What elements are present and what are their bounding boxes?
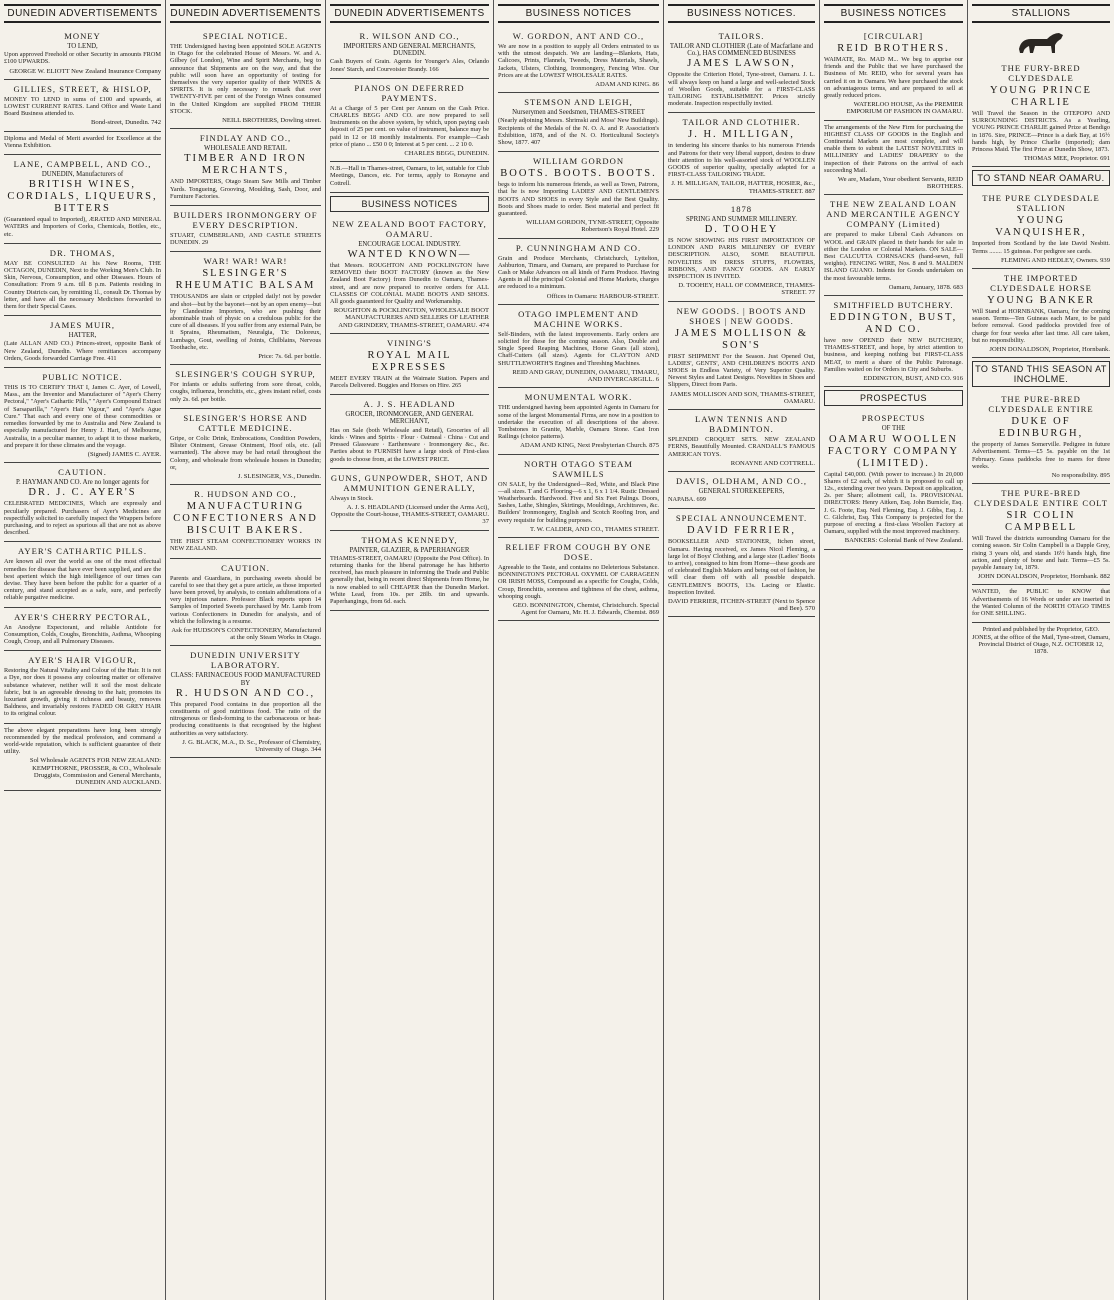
ad-title: TAILOR AND CLOTHIER.: [682, 117, 801, 128]
ad-signature: A. J. S. HEADLAND (Licensed under the Arms Act), Opposite the Court-house, THAMES-STREET, OAMARU. 37: [330, 503, 489, 526]
ad-body: MEET EVERY TRAIN at the Waimate Station. Papers and Parcels Delivered. Buggies and Horses on Hire. 265: [330, 374, 489, 390]
ad-signature: Offices in Oamaru: HARBOUR-STREET.: [546, 292, 659, 300]
advertisement: [668, 410, 815, 472]
ad-title: GUNS, GUNPOWDER, SHOT, AND AMMUNITION GENERALLY,: [330, 472, 489, 493]
ad-body: Diploma and Medal of Merit awarded for Excellence at the Vienna Exhibition.: [4, 134, 161, 149]
ad-headline: DUKE OF EDINBURGH,: [998, 416, 1084, 440]
ad-body: THAMES-STREET, OAMARU (Opposite the Post Office). In returning thanks for the liberal patronage he has hitherto received, has much pleasure in informing the Trade and Public generally that, being in recent direct Shipments from Home, he is now enabled to sell CHEAPER than the Dunedin Market. White Lead, from 10s. per 28lb. tin and upwards. Paperhangings, from 6d. each.: [330, 554, 489, 605]
ad-body: THIS IS TO CERTIFY THAT I, James C. Ayer, of Lowell, Mass., am the Inventor and Manufacturer of "Ayer's Cherry Pectoral," "Ayer's Cathartic Pills," "Ayer's Compound Extract of Sarsaparilla," "Ayer's Hair Vigour," and "Ayer's Ague Cure." That each and every one of these commodities or remedies forwarded by me to Australia and New Zealand is especially manufactured for Henry J. Hart, of Melbourne, Australia, in a peculiar manner, to adapt it to those markets, and prepare it for these climates and the voyage.: [4, 384, 161, 449]
ad-body: Opposite the Criterion Hotel, Tyne-street, Oamaru. J. L. will always keep on hand a large and well-selected Stock of Woollen Goods, suitable for a FIRST-CLASS TAILORING ESTABLISHMENT. Prices strictly moderate. Inspection respectfully invited.: [668, 71, 815, 108]
advertisement: [170, 252, 321, 365]
advertisement: [330, 162, 489, 193]
ad-body: ON SALE, by the Undersigned—Red, White, and Black Pine—all sizes. T and G Flooring—6 x 1, 6 x 1 1/4. Rustic Dressed Weatherboards. Hardwood. Five and Six Feet Palings. Doors, Sashes, Lathe, Shingles, Skirtings, Mouldings, Architraves, &c. Builders' Ironmongery, English and Scotch Roofing Iron, and every requisite for building purposes.: [498, 480, 659, 524]
advertisement: [4, 80, 161, 132]
ad-body: THE undersigned having been appointed Agents in Oamaru for some of the largest Monumental Firms, are now in a position to undertake the execution of all descriptions of the above. Tombstones in Granite, Marble, Oamaru Stone. Cast Iron Railings (choice patterns).: [498, 404, 659, 441]
ad-title: THOMAS KENNEDY,: [361, 534, 458, 545]
ad-headline: SLESINGER'S RHEUMATIC BALSAM: [175, 268, 316, 292]
advertisement: [498, 388, 659, 454]
ad-body: Upon approved Freehold or other Security in amounts FROM £100 UPWARDS.: [4, 51, 161, 66]
ad-signature: BANKERS: Colonial Bank of New Zealand.: [844, 537, 963, 545]
ad-title: FINDLAY AND CO.,: [199, 133, 292, 144]
advertisement: [972, 484, 1110, 585]
ad-body: MAY BE CONSULTED At his New Rooms, THE OCTAGON, DUNEDIN, Next to the Working Men's Club. In Skin, Nervous, Consumption, and other Diseases. Hours of Consultation: From 9 a.m. till 8 p.m. Patients residing in Country Districts can, by remitting 1l., consult Dr. Thomas by letter, and have all the necessary Medicines forwarded to them for their Special Cases.: [4, 259, 161, 311]
ad-body: THE FIRST STEAM CONFECTIONERY WORKS IN NEW ZEALAND.: [170, 538, 321, 553]
ad-title: R. HUDSON AND CO.,: [194, 489, 297, 500]
ad-title: DUNEDIN UNIVERSITY LABORATORY.: [190, 650, 301, 671]
ad-headline: MANUFACTURING CONFECTIONERS AND BISCUIT BAKERS.: [173, 501, 318, 537]
advertisement: [4, 155, 161, 244]
ad-title: AYER'S CATHARTIC PILLS.: [17, 546, 147, 557]
advertisement: [170, 27, 321, 129]
ad-title: THE PURE-BRED CLYDESDALE ENTIRE: [988, 394, 1094, 415]
ad-title: GILLIES, STREET, & HISLOP,: [13, 83, 152, 94]
ad-title: SLESINGER'S COUGH SYRUP,: [175, 369, 316, 380]
ad-body: Restoring the Natural Vitality and Colour of the Hair. It is not a Dye, nor does it possess any colouring matter or offensive substance whatever, neither will it soil the most delicate fabric, but is an agreeable dressing to the hair, promotes its luxuriant growth, giving it richness and beauty, removes Baldness, and invariably restores FADED OR GREY HAIR to its original colour.: [4, 667, 161, 718]
advertisement: [824, 121, 963, 196]
column-5: [664, 0, 820, 1300]
ad-headline: YOUNG BANKER: [987, 295, 1095, 307]
ad-body: For infants or adults suffering from sore throat, colds, coughs, influenza, bronchitis, etc., gives instant relief, costs only 2s. 6d. per bottle.: [170, 381, 321, 403]
advertisement: [170, 485, 321, 558]
ad-subtitle: GENERAL STOREKEEPERS,: [698, 487, 785, 495]
column-header: BUSINESS NOTICES: [824, 4, 963, 23]
ad-subtitle: OF THE: [881, 425, 906, 433]
ad-body: the property of James Somerville. Pedigree in future Advertisement. Terms—£5 5s. payable on the 1st February. Grass paddocks free to mares for three weeks.: [972, 441, 1110, 470]
ad-title: NORTH OTAGO STEAM SAWMILLS: [524, 458, 633, 479]
advertisement: [972, 59, 1110, 167]
ad-headline: YOUNG VANQUISHER,: [995, 215, 1087, 239]
ad-subtitle: HATTER,: [68, 332, 97, 340]
advertisement: [4, 463, 161, 542]
ad-headline: ROYAL MAIL EXPRESSES: [367, 349, 452, 373]
ad-title: WILLIAM GORDON: [532, 156, 625, 167]
advertisement: [170, 206, 321, 252]
ad-subtitle: SPRING AND SUMMER MILLINERY.: [686, 215, 797, 223]
ad-headline: BOOTS. BOOTS. BOOTS.: [500, 168, 657, 180]
ad-signature: Bond-street, Dunedin. 742: [91, 119, 161, 127]
ad-title: THE PURE CLYDESDALE STALLION: [982, 193, 1100, 214]
advertisement: [330, 215, 489, 334]
ad-headline: SIR COLIN CAMPBELL: [1004, 510, 1077, 534]
ad-signature: RONAYNE AND COTTRELL.: [730, 459, 815, 467]
advertisement: [824, 409, 963, 549]
ad-title: CAUTION.: [58, 467, 107, 478]
ad-title: AYER'S CHERRY PECTORAL,: [14, 611, 151, 622]
advertisement: [4, 608, 161, 652]
ad-subtitle: Nurserymen and Seedsmen, THAMES-STREET: [512, 109, 645, 117]
ad-title: DR. THOMAS,: [49, 247, 116, 258]
advertisement: [498, 27, 659, 93]
ad-headline: R. HUDSON AND CO.,: [175, 687, 316, 699]
column-1: [0, 0, 166, 1300]
ad-subtitle: ENCOURAGE LOCAL INDUSTRY.: [358, 240, 461, 248]
ad-body: begs to inform his numerous friends, as well as Town, Patrons, that he is now Importing LADIES' AND GENTLEMEN'S BOOTS AND SHOES in every Style and the Best Quality. Boots and Shoes made to order. Best material and perfect fit guaranteed.: [498, 181, 659, 218]
ad-body: Cash Buyers of Grain. Agents for Younger's Ales, Orlando Jones' Starch, and Courvoisier Brandy. 166: [330, 58, 489, 73]
advertisement: [498, 239, 659, 305]
advertisement: [668, 113, 815, 199]
ad-body: (Nearly adjoining Messrs. Shrimski and Moss' New Buildings). Recipients of the Medals of the N. O. A. and P. Association's Exhibition, 1878, and of the N. O. Horticultural Society's Show, 1877. 407: [498, 117, 659, 147]
advertisement: [498, 538, 659, 621]
ad-title: LANE, CAMPBELL, AND CO.,: [13, 159, 152, 170]
ad-title: VINING'S: [387, 337, 432, 348]
ad-title: [CIRCULAR]: [863, 31, 924, 41]
ad-body: Grain and Produce Merchants, Christchurch, Lyttelton, Ashburton, Timaru, and Oamaru, are prepared to Purchase for Cash or Make Advances on all kinds of Farm Produce. Having Agents in all the principal Colonial and Home Markets, charges are reduced to a minimum.: [498, 254, 659, 291]
ad-body: (Late ALLAN AND CO.) Princes-street, opposite Bank of New Zealand, Dunedin. Where remittances accompany Orders, Goods forwarded Carriage Free. 411: [4, 340, 161, 362]
advertisement: [170, 646, 321, 758]
column-6: [820, 0, 968, 1300]
column-7: [968, 0, 1114, 1300]
ad-subtitle: TO LEND,: [67, 43, 98, 50]
advertisement: [4, 244, 161, 316]
advertisement: [170, 409, 321, 485]
ad-body: are prepared to make Liberal Cash Advances on WOOL and GRAIN placed in their hands for sale in either the London or Colonial Markets. ON SALE— Best CALCUTTA CORNSACKS (hand-sewn, full weights). FENCING WIRE, Nos. 8 and 9. MALDEN ISLAND GUANO. Indents for Goods undertaken on the most favourable terms.: [824, 231, 963, 282]
ad-body: Always in Stock.: [330, 494, 374, 502]
horse-engraving-icon: [1011, 27, 1071, 57]
ad-body: The above elegant preparations have long been strongly recommended by the medical profession, and command a world-wide reputation, which is sufficient guarantee of their utility.: [4, 726, 161, 756]
ad-title: A. J. S. HEADLAND: [363, 399, 456, 410]
column-header: DUNEDIN ADVERTISEMENTS: [4, 4, 161, 23]
column-3: [326, 0, 494, 1300]
ad-signature: Ask for HUDSON'S CONFECTIONERY, Manufactured at the only Steam Works in Otago.: [171, 626, 321, 642]
ad-body: Will Travel the districts surrounding Oamaru for the coming season. Sir Colin Campbell is a Dapple Grey, rising 3 years old, and stands 16½ hands high, fine action, and plenty of bone and hair. Terms—£5 5s. payable January 1st, 1879.: [972, 535, 1110, 572]
ad-title: PROSPECTUS: [861, 413, 926, 424]
advertisement: [668, 200, 815, 302]
ad-title: JAMES MUIR,: [50, 320, 115, 331]
advertisement: [4, 132, 161, 155]
ad-signature: (Signed) JAMES C. AYER.: [87, 450, 161, 458]
ad-body: At a Charge of 5 per Cent per Annum on the Cash Price. CHARLES BEGG AND CO. are now prepared to sell Instruments on the above system, by which, upon paying cash deposit of 25 per cent. on value of instrument, balance may be paid in 12 or 18 monthly instalments. For example—Cash price of piano ... £50 0 0; Interest at 5 per cent. ... 2 10 0.: [330, 104, 489, 148]
advertisement: [330, 334, 489, 395]
ad-body: FIRST SHIPMENT For the Season. Just Opened Out, LADIES', GENTS', AND CHILDREN'S BOOTS AND SHOES in Endless Variety, of Very Superior Quality. Newest Styles and Latest Designs. Novelties in Shoes and Slippers, Direct from Paris.: [668, 352, 815, 389]
advertisement: [330, 531, 489, 612]
advertisement: [824, 27, 963, 121]
advertisement: [972, 269, 1110, 358]
ad-signature: GEORGE W. ELIOTT New Zealand Insurance Company: [9, 67, 161, 75]
ad-signature: D. TOOHEY, HALL OF COMMERCE, THAMES-STREET. 77: [678, 282, 815, 297]
ad-headline: YOUNG PRINCE CHARLIE: [990, 85, 1092, 108]
ad-subtitle: TAILOR AND CLOTHIER (Late of Macfarlane and Co.), HAS COMMENCED BUSINESS: [669, 43, 814, 58]
ad-signature: No responsibility. 895: [1051, 472, 1110, 480]
ad-title: PIANOS ON DEFERRED PAYMENTS.: [354, 82, 465, 103]
ad-signature: GEO. BONNINGTON, Chemist, Christchurch. Special Agent for Oamaru, Mr. H. J. Edwards, Chemist. 869: [512, 601, 659, 617]
advertisement: [668, 509, 815, 617]
advertisement: [170, 559, 321, 647]
ad-body: IS NOW SHOWING HIS FIRST IMPORTATION OF LONDON AND PARIS MILLINERY OF EVERY DESCRIPTION. ALSO, SOME BEAUTIFUL NOVELTIES IN DRESS STUFFS, FLOWERS, RIBBONS, AND FANCY GOODS. AN EARLY INSPECTION IS INVITED.: [668, 237, 815, 281]
advertisement: [668, 27, 815, 113]
ad-subtitle: P. HAYMAN AND CO. Are no longer agents for: [15, 479, 150, 487]
ad-signature: T. W. CALDER, AND CO., THAMES STREET.: [530, 525, 659, 533]
ad-signature: EDDINGTON, BUST, AND CO. 916: [863, 375, 963, 383]
ad-signature: NEILL BROTHERS, Dowling street.: [222, 117, 321, 125]
ad-headline: REID BROTHERS.: [837, 43, 950, 54]
ad-body: We are now in a position to supply all Orders entrusted to us with the utmost despatch. We are landing—Blankets, Hats, Calicoes, Prints, Flannels, Tweeds, Dress Materials, Shawls, Jackets, Ulsters, Clothing, Ironmongery, Fencing Wire. Our Prices are at the LOWEST WHOLESALE RATES.: [498, 43, 659, 79]
ad-signature: JOHN DONALDSON, Proprietor, Hornbank. 882: [977, 573, 1110, 581]
ad-body: The arrangements of the New Firm for purchasing the HIGHEST CLASS OF GOODS in the English and Continental Markets are most complete, and will enable them to submit the LATEST NOVELTIES in MILLINERY and LADIES' DRAPERY to the inspection of their Patrons on the arrival of each succeeding Mail.: [824, 123, 963, 174]
ad-signature: J. SLESINGER, V.S., Dunedin.: [237, 472, 321, 480]
ad-signature: FLEMING AND HEDLEY, Owners. 939: [1000, 256, 1110, 264]
ad-title: SPECIAL ANNOUNCEMENT.: [675, 513, 808, 524]
ad-signature: REID AND GRAY, DUNEDIN, OAMARU, TIMARU, AND INVERCARGILL. 6: [512, 368, 659, 384]
advertisement: [498, 455, 659, 538]
advertisement: [824, 296, 963, 387]
advertisement: [330, 27, 489, 79]
ad-signature: Price: 7s. 6d. per bottle.: [258, 353, 321, 361]
advertisement: [4, 542, 161, 607]
ad-signature: We are, Madam, Your obedient Servants, REID BROTHERS.: [837, 176, 963, 191]
advertisement: [4, 368, 161, 463]
advertisement: [498, 93, 659, 152]
ad-subtitle: DUNEDIN, Manufacturers of: [41, 171, 124, 179]
ad-title: THE NEW ZEALAND LOAN AND MERCANTILE AGENCY COMPANY (Limited): [826, 199, 961, 230]
ad-body: THOUSANDS are slain or crippled daily! not by powder and shot—but by the bayonet—not by an open enemy—but by Clandestine Importers, who are pushing their abominable trash of physic on a credulous public for the cure of all diseases. If you suffer from any external Pain, be it Sprains, Rheumatism, Neuralgia, Tic Doloreux, Lumbago, Gout, swelling of Joints, Chilblains, Nervous Toothache, etc.: [170, 293, 321, 351]
ad-headline: OAMARU WOOLLEN FACTORY COMPANY (LIMITED).: [827, 433, 960, 469]
column-header: BUSINESS NOTICES.: [668, 4, 815, 23]
ad-body: that Messrs. ROUGHTON AND POCKLINGTON have REMOVED their BOOT FACTORY (known as the New Zealand Boot Factory) from Dunedin to Oamaru, Thames-street, and are now prepared to receive orders for ALL CLASSES OF COLONIAL MADE BOOTS AND SHOES. All goods guaranteed for Quality and Workmanship.: [330, 262, 489, 306]
ad-title: DAVIS, OLDHAM, AND CO.,: [676, 475, 807, 486]
ad-signature: WILLIAM GORDON, TYNE-STREET, Opposite Robertson's Royal Hotel. 229: [526, 219, 659, 234]
ad-body: WANTED, the PUBLIC to KNOW that Advertisements of 16 Words or under are inserted in the Wanted Column of the NORTH OTAGO TIMES for ONE SHILLING.: [972, 588, 1110, 618]
ad-title: THE PURE-BRED CLYDESDALE ENTIRE COLT: [974, 488, 1108, 509]
ad-title: SPECIAL NOTICE.: [202, 31, 289, 41]
ad-headline: DAVID FERRIER,: [687, 525, 796, 537]
advertisement: [4, 27, 161, 80]
ad-body: STUART, CUMBERLAND, AND CASTLE STREETS DUNEDIN. 29: [170, 232, 321, 247]
ad-headline: EDDINGTON, BUST, AND CO.: [829, 312, 958, 336]
ad-subtitle: WHOLESALE AND RETAIL: [204, 145, 287, 153]
ad-body: SPLENDID CROQUET SETS. NEW ZEALAND FERNS, Beautifully Mounted. CRANDALL'S FAMOUS AMERICAN TOYS.: [668, 436, 815, 458]
ad-body: Capital £40,000. (With power to increase.) In 20,000 Shares of £2 each, of which it is proposed to call up 12s., extending over two years. Deposit on application, 2s. per Share; allotment call, 1s. PROVISIONAL DIRECTORS: Henry Aitken, Esq. John Burnicle, Esq. J. G. Foote, Esq. Neil Fleming, Esq. J. Gibbs, Esq. J. C. Gilchrist, Esq. This Company is projected for the purpose of erecting a first-class Woollen Factory at Oamaru, supplied with the most improved machinery.: [824, 470, 963, 536]
ad-headline: D. TOOHEY: [704, 224, 779, 236]
ad-body: Imported from Scotland by the late David Nesbitt. Terms ........ 15 guineas. For pedigree see cards.: [972, 240, 1110, 255]
ad-body: (Guaranteed equal to Imported), ÆRATED AND MINERAL WATERS and Importers of Corks, Chemicals, Bottles, etc., etc.: [4, 216, 161, 238]
advertisement: [170, 365, 321, 409]
column-4: [494, 0, 664, 1300]
ad-title: STEMSON AND LEIGH,: [524, 97, 633, 108]
advertisement: [4, 724, 161, 792]
ad-title: LAWN TENNIS AND BADMINTON.: [695, 414, 788, 435]
ad-title: P. CUNNINGHAM AND CO.: [515, 242, 642, 253]
ad-body: Has on Sale (both Wholesale and Retail), Groceries of all kinds · Wines and Spirits · Flour · Oatmeal · China · Cut and Pressed Glassware · Earthenware · Ironmongery &c., &c. Parties about to FURNISH have a large stock of First-class goods to choose from, at the LOWEST PRICE.: [330, 426, 489, 463]
ad-signature: J. H. MILLIGAN, TAILOR, HATTER, HOSIER, &c., THAMES-STREET. 887: [671, 180, 815, 195]
ad-headline: DR. J. C. AYER'S: [28, 487, 137, 499]
ad-signature: JAMES MOLLISON AND SON, THAMES-STREET, OAMARU.: [670, 390, 815, 405]
ad-title: NEW GOODS. | BOOTS AND SHOES | NEW GOODS.: [676, 305, 807, 326]
ad-subtitle: CLASS: FARINACEOUS FOOD MANUFACTURED BY: [170, 672, 321, 687]
ad-title: WAR! WAR! WAR!: [203, 256, 288, 267]
ad-signature: ADAM AND KING, Next Presbyterian Church. 875: [520, 442, 659, 450]
ad-body: THE Undersigned having been appointed SOLE AGENTS in Otago for the celebrated House of Messrs. W. and A. Gilbey (of London), Wine and Spirit Merchants, beg to announce that Shipments are on the way, and that the public will soon have an opportunity of testing for themselves the very superior quality of their WINES & SPIRITS. It is only necessary to remark that over TWENTY-FIVE per cent of the Foreign Wines consumed in the United Kingdom are supplied FROM THEIR STOCK.: [170, 43, 321, 115]
ad-body: CELEBRATED MEDICINES, Which are expressly and peculiarly prepared. Purchasers of Ayer's Medicines are respectfully solicited to carefully inspect the Wrappers before purchasing, and to reject as spurious all that are not as above described.: [4, 500, 161, 537]
section-heading: BUSINESS NOTICES: [330, 196, 489, 212]
ad-body: Parents and Guardians, in purchasing sweets should be careful to see that they get a pure article, as those imported have been proved, by analysis, to contain adulterations of a very injurious nature. Professor Black reports upon 14 Samples of Imported Sweets purchased by Mr. Lamb from various Confectioners in Dunedin for analysis, and of which the following is a resume.: [170, 574, 321, 625]
column-header: DUNEDIN ADVERTISEMENTS: [170, 4, 321, 23]
ad-subtitle: GROCER, IRONMONGER, AND GENERAL MERCHANT,: [345, 411, 474, 426]
advertisement: [972, 390, 1110, 484]
ad-subtitle: IMPORTERS AND GENERAL MERCHANTS, DUNEDIN.: [343, 43, 476, 58]
ad-signature: THOMAS MEE, Proprietor. 691: [1023, 155, 1110, 163]
ad-headline: J. H. MILLIGAN,: [688, 129, 795, 141]
advertisement: [170, 129, 321, 206]
ad-body: in tendering his sincere thanks to his numerous Friends and Patrons for their very liberal support, desires to draw their attention to his well-assorted stock of WOOLLEN GOODS of superior quality, specially adapted for a FIRST-CLASS TAILORING TRADE.: [668, 142, 815, 179]
ad-subtitle: PAINTER, GLAZIER, & PAPERHANGER: [349, 546, 470, 554]
ad-signature: ADAM AND KING. 86: [595, 81, 659, 89]
ad-title: PUBLIC NOTICE.: [42, 372, 123, 383]
ad-body: BOOKSELLER AND STATIONER, Itchen street, Oamaru. Having received, ex James Nicol Fleming, a large lot of Boys' Clothing, and a large size (Ladies' Boots to arrive), consigned to him from Home—these goods are of celebrated English Makers and being out of fashion, he will clear them off with all possible despatch. GENTLEMEN'S BOOTS, 13s. Lacing or Elastic. Inspection Invited.: [668, 538, 815, 596]
publisher-imprint: Printed and published by the Proprietor, GEO. JONES, at the office of the Mail, Tyne-street, Oamaru, Provincial District of Otago, N.Z. OCTOBER 12, 1878.: [972, 626, 1110, 655]
column-header: STALLIONS: [972, 4, 1110, 23]
advertisement: [498, 152, 659, 238]
column-2: [166, 0, 326, 1300]
ad-title: THE FURY-BRED CLYDESDALE: [1001, 63, 1081, 83]
ad-title: OTAGO IMPLEMENT AND MACHINE WORKS.: [518, 308, 639, 329]
section-heading: TO STAND THIS SEASON AT INCHOLME.: [972, 361, 1110, 387]
advertisement: [668, 302, 815, 410]
ad-body: have now OPENED their NEW BUTCHERY, THAMES-STREET, and hope, by strict attention to business, and keeping nothing but FIRST-CLASS MEAT, to merit a share of the Public Patronage. Families waited on for Orders in City and Suburbs.: [824, 337, 963, 373]
ad-headline: BRITISH WINES, CORDIALS, LIQUEURS, BITTERS: [7, 179, 158, 215]
column-header: BUSINESS NOTICES: [498, 4, 659, 23]
ad-title: THE IMPORTED CLYDESDALE HORSE: [990, 273, 1092, 294]
advertisement: [972, 585, 1110, 623]
ad-signature: WATERLOO HOUSE, As the PREMIER EMPORIUM OF FASHION IN OAMARU.: [846, 101, 963, 116]
advertisement: [330, 395, 489, 468]
ad-title: TAILORS.: [718, 31, 765, 41]
ad-headline: WANTED KNOWN—: [347, 249, 472, 261]
advertisement: [824, 195, 963, 296]
ad-title: W. GORDON, ANT AND CO.,: [512, 31, 645, 41]
ad-headline: JAMES MOLLISON & SON'S: [675, 327, 808, 351]
advertisement: [330, 79, 489, 162]
ad-title: AYER'S HAIR VIGOUR,: [28, 655, 137, 666]
advertisement: [972, 189, 1110, 269]
ad-title: BUILDERS IRONMONGERY OF EVERY DESCRIPTION.: [173, 210, 318, 231]
ad-body: Are known all over the world as one of the most effectual remedies for disease that have ever been supplied, and are the best aperient which the high intelligence of our times can devise. They have been before the public for a quarter of a century, and stand accepted as a safe, sure, and perfectly reliable purgative medicine.: [4, 558, 161, 602]
ad-body: Will Travel the Season in the OTEPOPO AND SURROUNDING DISTRICTS. As a Yearling, YOUNG PRINCE CHARLIE gained Prize at Bendigo in 1876. Sire, PRINCE—Prince is a dark Bay, at 16½ hands high, by Prince Charlie (imported); dam Princess Maid. The first Prize at Dunedin Show, 1873.: [972, 110, 1110, 154]
ad-body: N.B.—Hall in Thames-street, Oamaru, to let, suitable for Club Meetings, Dances, etc. For terms, apply to Ronayne and Cottrell.: [330, 165, 489, 187]
ad-body: Self-Binders, with the latest improvements. Early orders are solicited for these for the coming season. Also, Double and Single Speed Reaping Machines, Horse Gears (all sizes), Chaff-Cutters (all sizes). Agents for CLAYTON AND SHUTTLEWORTH'S Engines and Threshing Machines.: [498, 330, 659, 367]
ad-signature: Oamaru, January, 1878. 683: [888, 283, 963, 291]
ad-signature: J. G. BLACK, M.A., D. Sc., Professor of Chemistry, University of Otago. 344: [182, 738, 321, 753]
advertisement: [330, 469, 489, 531]
advertisement: [498, 305, 659, 388]
column-header: DUNEDIN ADVERTISEMENTS: [330, 4, 489, 23]
ad-body: AND IMPORTERS, Otago Steam Saw Mills and Timber Yards. Tongueing, Grooving, Moulding, Sash, Door, and Furniture Factories.: [170, 178, 321, 200]
ad-body: Will Stand at HORNBANK, Oamaru, for the coming season. Terms—Ten Guineas each Mare, to be paid before removal. Good paddocks provided free of charge for four weeks after last time. All care taken, but no responsibility.: [972, 308, 1110, 344]
ad-title: MONEY: [64, 31, 101, 41]
advertisement: [668, 472, 815, 509]
ad-title: CAUTION.: [221, 562, 270, 573]
ad-body: MONEY TO LEND in sums of £100 and upwards, at LOWEST CURRENT RATES. Land Office and Waste Land Board Business attended to.: [4, 95, 161, 118]
ad-title: SMITHFIELD BUTCHERY.: [833, 300, 954, 311]
ad-signature: CHARLES BEGG, DUNEDIN.: [404, 150, 489, 158]
ad-signature: DAVID FERRIER, ITCHEN-STREET (Next to Spence and Bee). 570: [668, 597, 816, 613]
ad-body: Gripe, or Colic Drink, Embrocations, Condition Powders, Blister Ointment, Grease Ointment, Hoof oils, etc. (all warranted). The above may be had retail throughout the Colony, and wholesale from wholesale houses in Dunedin; or,: [170, 434, 321, 471]
ad-signature: JOHN DONALDSON, Proprietor, Hornbank.: [989, 346, 1110, 354]
ad-title: MONUMENTAL WORK.: [524, 392, 633, 403]
ad-title: NEW ZEALAND BOOT FACTORY, OAMARU.: [332, 218, 487, 239]
ad-body: NAPABA. 699: [668, 496, 706, 504]
section-heading: TO STAND NEAR OAMARU.: [972, 170, 1110, 186]
section-heading: PROSPECTUS: [824, 390, 963, 406]
ad-body: Agreeable to the Taste, and contains no Deleterious Substance. BONNINGTON'S PECTORAL OXYMEL OF CARRAGEEN OR IRISH MOSS, Compound as a specific for Coughs, Colds, Croup, Bronchitis, soreness and tightness of the chest, asthma, whooping cough.: [498, 563, 659, 600]
ad-body: An Anodyne Expectorant, and reliable Antidote for Consumption, Colds, Coughs, Bronchitis, Asthma, Whooping Cough, Croup, and all Pulmonary Diseases.: [4, 623, 161, 645]
ad-title: 1878: [730, 203, 753, 214]
advertisement: [4, 651, 161, 723]
ad-signature: Sol Wholesale AGENTS FOR NEW ZEALAND: KEMPTHORNE, PROSSER, & CO., Wholesale Druggists, Commission and General Merchants, DUNEDIN AND AUCKLAND.: [29, 757, 161, 786]
ad-body: WAIMATE, Ro. MAD M... We beg to apprise our friends and the Public that we have purchased the Business of Mr. REID, who for several years has carried it on in Oamaru. We have purchased the stock on advantageous terms, and are prepared to sell at greatly reduced prices.: [824, 56, 963, 100]
advertisement: [4, 316, 161, 368]
ad-headline: TIMBER AND IRON MERCHANTS,: [184, 153, 307, 177]
ad-headline: JAMES LAWSON,: [687, 58, 796, 70]
ad-body: This prepared Food contains in due proportion all the constituents of good nutritious food. The ratio of the nitrogenous or flesh-forming to the carbonaceous or heat-producing constituents is that recognised by the highest authorities as very satisfactory.: [170, 700, 321, 737]
ad-signature: ROUGHTON & POCKLINGTON, WHOLESALE BOOT MANUFACTURERS AND SELLERS OF LEATHER AND GRINDERY, THAMES-STREET, OAMARU. 474: [333, 307, 489, 329]
ad-title: SLESINGER'S HORSE AND CATTLE MEDICINE.: [183, 412, 308, 433]
ad-title: R. WILSON AND CO.,: [359, 31, 460, 41]
ad-title: RELIEF FROM COUGH BY ONE DOSE.: [505, 541, 652, 562]
